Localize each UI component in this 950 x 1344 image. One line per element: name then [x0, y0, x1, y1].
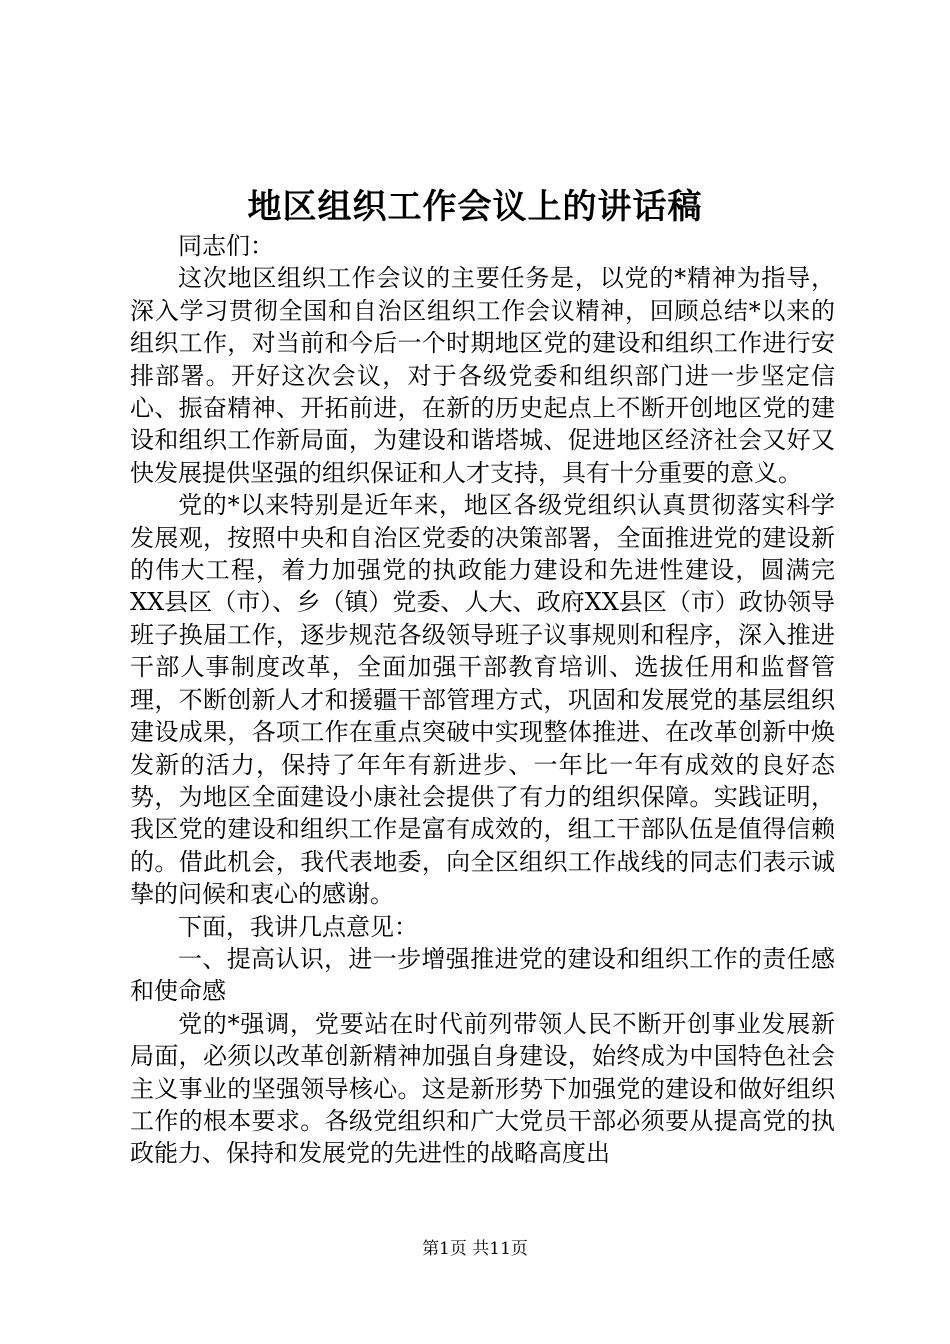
section-heading: 一、提高认识，进一步增强推进党的建设和组织工作的责任感和使命感	[130, 944, 835, 1006]
document-title: 地区组织工作会议上的讲话稿	[247, 187, 703, 227]
page-number-footer: 第1页 共11页	[422, 1239, 528, 1259]
salutation-paragraph: 同志们：	[178, 232, 274, 260]
body-paragraph: 党的*强调，党要站在时代前列带领人民不断开创事业发展新局面，必须以改革创新精神加强自身建设，始终成为中国特色社会主义事业的坚强领导核心。这是新形势下加强党的建设和做好组织工作的根本要求。各级党组织和广大党员干部必须要从提高党的执政能力、保持和发展党的先进性的战略高度出	[130, 1009, 835, 1168]
body-paragraph: 党的*以来特别是近年来，地区各级党组织认真贯彻落实科学发展观，按照中央和自治区党委的决策部署，全面推进党的建设新的伟大工程，着力加强党的执政能力建设和先进性建设，圆满完XX县区（市）、乡（镇）党委、人大、政府XX县区（市）政协领导班子换届工作，逐步规范各级领导班子议事规则和程序，深入推进干部人事制度改革，全面加强干部教育培训、选拔任用和监督管理，不断创新人才和援疆干部管理方式，巩固和发展党的基层组织建设成果，各项工作在重点突破中实现整体推进、在改革创新中焕发新的活力，保持了年年有新进步、一年比一年有成效的良好态势，为地区全面建设小康社会提供了有力的组织保障。实践证明，我区党的建设和组织工作是富有成效的，组工干部队伍是值得信赖的。借此机会，我代表地委，向全区组织工作战线的同志们表示诚挚的问候和衷心的感谢。	[130, 491, 835, 909]
body-paragraph: 这次地区组织工作会议的主要任务是，以党的*精神为指导，深入学习贯彻全国和自治区组织工作会议精神，回顾总结*以来的组织工作，对当前和今后一个时期地区党的建设和组织工作进行安排部署。开好这次会议，对于各级党委和组织部门进一步坚定信心、振奋精神、开拓前进，在新的历史起点上不断开创地区党的建设和组织工作新局面，为建设和谐塔城、促进地区经济社会又好又快发展提供坚强的组织保证和人才支持，具有十分重要的意义。	[130, 264, 835, 487]
document-body	[130, 230, 835, 1170]
body-paragraph: 下面，我讲几点意见：	[178, 912, 418, 941]
